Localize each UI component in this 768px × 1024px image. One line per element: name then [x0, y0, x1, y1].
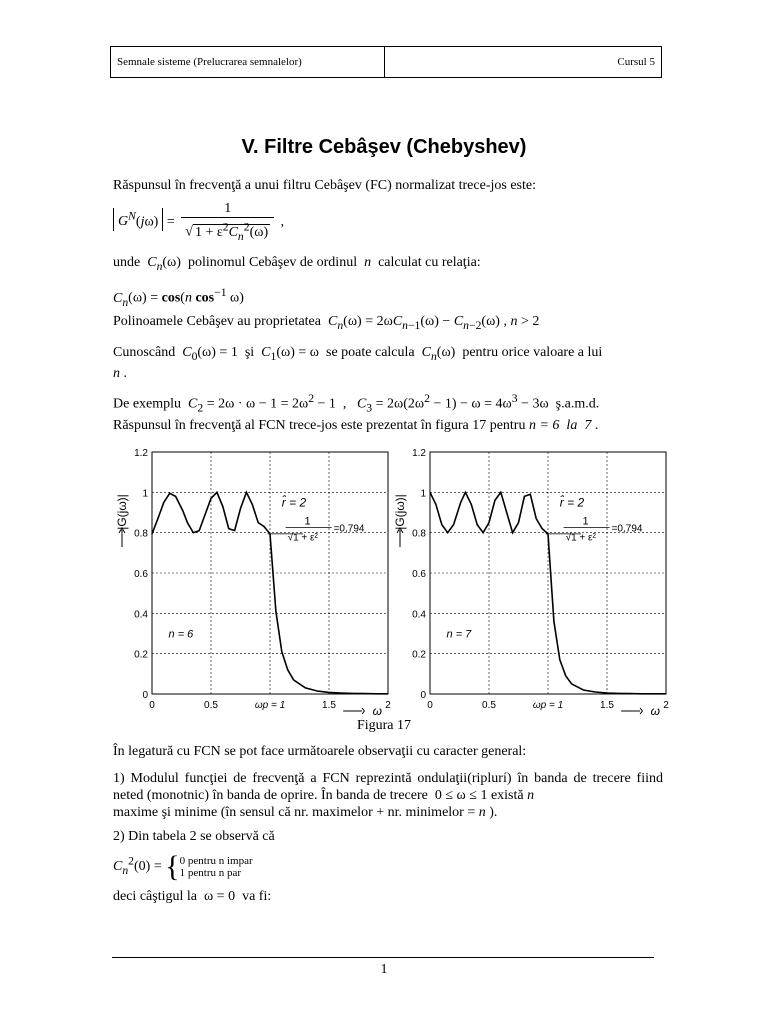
paragraph-property: Polinoamele Cebâşev au proprietatea $C_n(\omega) = 2\omega C_{n-1}(\omega) - C_{n-2}(\omega)$ , n > 2 — [113, 314, 540, 332]
annotation-ripple: r̂ = 2 — [281, 495, 307, 510]
y-tick-label: 0.2 — [412, 649, 426, 661]
paragraph-observation-1: 1) Modulul funcţiei de frecvenţă a FCN reprezintă ondulaţii(riplurí) în banda de trecere fiind neted (monotnic) în banda de oprire. În banda de trecere 0 ≤ ω ≤ 1 există n maxime şi minime (în sensul că nr. maximelor + nr. minimelor = n ). — [113, 771, 663, 820]
page-header — [110, 46, 662, 78]
x-tick-label: 0 — [427, 700, 433, 711]
annotation-order: n = 7 — [446, 628, 472, 641]
x-axis-label: ω — [372, 704, 383, 716]
header-lecture: Cursul 5 — [617, 56, 655, 68]
paragraph-observation-2: 2) Din tabela 2 se observă că — [113, 829, 275, 844]
y-tick-label: 0.6 — [412, 569, 426, 580]
chart-n7 — [390, 444, 680, 716]
x-tick-label: 0.5 — [204, 700, 218, 711]
x-tick-label: 1.5 — [600, 700, 614, 711]
footer-line — [112, 957, 654, 958]
paragraph-initial: Cunoscând $C_0(\omega) = 1$ şi $C_1(\omega) = \omega$ se poate calcula $C_n(\omega)$ pentru orice valoare a lui n . — [113, 345, 603, 381]
chart-n6 — [112, 444, 402, 716]
y-tick-label: 1 — [142, 488, 148, 500]
x-tick-label: 1.5 — [322, 700, 336, 711]
annotation-order: n = 6 — [168, 628, 194, 641]
x-tick-label: 2 — [663, 700, 669, 711]
formula-cases: $C_n^2(0) = \{0$ pentru n impar 1 pentru n par — [113, 850, 253, 883]
header-course: Semnale sisteme (Prelucrarea semnalelor) — [111, 47, 385, 77]
paragraph-gain: deci câştigul la ω = 0 va fi: — [113, 889, 272, 904]
x-tick-label: 2 — [385, 700, 391, 711]
annotation-value: =0,794 — [611, 523, 643, 535]
y-tick-label: 0.6 — [134, 569, 148, 580]
page-title: V. Filtre Cebâşev (Chebyshev) — [241, 136, 527, 158]
y-tick-label: 0.2 — [134, 649, 148, 661]
x-tick-label: ωp = 1 — [254, 700, 286, 711]
y-axis-label: |G(jω)| — [393, 494, 407, 530]
x-tick-label: 0 — [149, 700, 155, 711]
paragraph-chebyshev-poly: unde $C_n(\omega)$ polinomul Cebâşev de ordinul n calculat cu relaţia: — [113, 255, 481, 273]
y-tick-label: 1.2 — [412, 448, 426, 459]
y-tick-label: 0.4 — [412, 609, 426, 621]
y-tick-label: 0.4 — [134, 609, 148, 621]
x-tick-label: 0.5 — [482, 700, 496, 711]
paragraph-example: De exemplu $C_2 = 2\omega \cdot \omega - 1 = 2\omega^2 - 1$ , $C_3 = 2\omega(2\omega^2 - 1) - \omega = 4\omega^3 - 3\omega$ ş.a.m.d. — [113, 392, 600, 415]
y-tick-label: 0 — [142, 690, 148, 701]
x-axis-arrowhead — [362, 708, 364, 714]
page-number: 1 — [380, 962, 388, 977]
formula-cn: $C_n(\omega) = \cos(n$ $\cos^{-1} \omega$) — [113, 286, 244, 309]
paragraph-intro: Răspunsul în frecvenţă a unui filtru Cebâşev (FC) normalizat trece-jos este: — [113, 178, 536, 193]
annotation-ripple: r̂ = 2 — [559, 495, 585, 510]
y-tick-label: 0 — [420, 690, 426, 701]
paragraph-observations: În legatură cu FCN se pot face următoarele observaţii cu caracter general: — [113, 744, 527, 759]
y-tick-label: 0.8 — [134, 528, 148, 540]
y-axis-label: |G(jω)| — [115, 494, 129, 530]
y-tick-label: 1 — [420, 488, 426, 500]
figure-caption: Figura 17 — [356, 718, 412, 733]
y-tick-label: 1.2 — [134, 448, 148, 459]
x-axis-label: ω — [650, 704, 661, 716]
formula-magnitude: $G^N(j\omega)$ = $\frac{1}{√ 1 + \varepsilon^2C_n^2(\omega)}$ , — [113, 200, 663, 244]
annotation-frac-den: √1 + ε² — [565, 532, 596, 544]
annotation-frac-den: √1 + ε² — [287, 532, 318, 544]
annotation-frac-num: 1 — [304, 515, 311, 528]
annotation-value: =0,794 — [333, 523, 365, 535]
y-tick-label: 0.8 — [412, 528, 426, 540]
paragraph-figure-ref: Răspunsul în frecvenţă al FCN trece-jos este prezentat în figura 17 pentru n = 6 la 7 . — [113, 418, 599, 433]
x-axis-arrowhead — [640, 708, 642, 714]
annotation-frac-num: 1 — [582, 515, 589, 528]
x-tick-label: ωp = 1 — [532, 700, 564, 711]
